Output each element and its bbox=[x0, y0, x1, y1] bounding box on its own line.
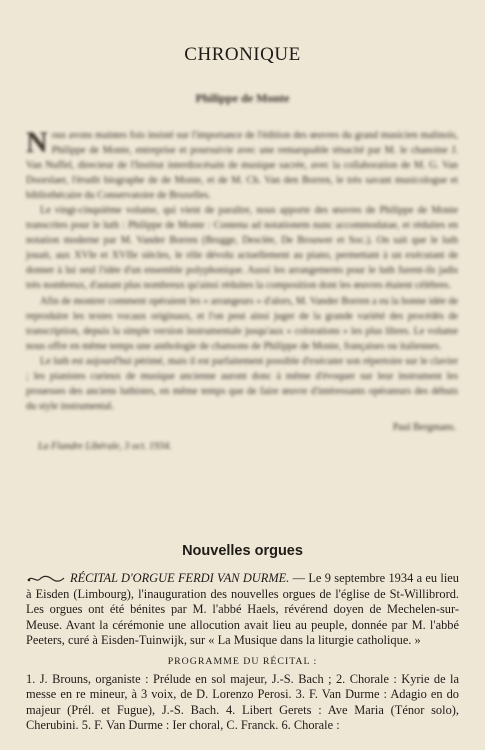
article-paragraph: Le vingt-cinquième volume, qui vient de paraître, nous apporte des œuvres de Philippe de Monte transcrites pour le luth : Philippe de Monte : Contenu ad notationem nunc accommodatae, et réduites en notation moderne par M. Vander Borren (Brugge, Desclée, De Brouwer et Soc.). On sait que le luth jouait, aux XVIe et XVIIe siècles, le rôle dévolu actuellement au piano, permettant à un exécutant de donner à lui seul l'idée d'un ensemble polyphonique. Aussi les arrangements pour le luth furent-ils jadis très nombreux, d'autant plus nombreux qu'ainsi réduites la composition dont les œuvres étaient célèbres. bbox=[26, 205, 458, 292]
notice-title: RÉCITAL D'ORGUE FERDI VAN DURME. bbox=[70, 571, 290, 585]
article-paragraph: Nous avons maintes fois insisté sur l'importance de l'édition des œuvres du grand musicien malinois, Philippe de Monte, entreprise et poursuivie avec une remarquable ténacité par M. le chanoine J. Van Nuffel, directeur de l'Institut interdiocésain de musique sacrée, avec la collaboration de M. G. Van Doorslaer, l'érudit biographe de de Monte, et de M. Ch. Van den Borren, le très savant musicologue et bibliothécaire du Conservatoire de Bruxelles. bbox=[26, 126, 458, 202]
section-heading: Nouvelles orgues bbox=[182, 543, 303, 559]
notice-paragraph bbox=[26, 571, 459, 649]
article-source: La Flandre Libérale, 3 oct. 1934. bbox=[38, 440, 172, 452]
program-heading: PROGRAMME DU RÉCITAL : bbox=[167, 655, 318, 667]
ornament-swirl-icon bbox=[26, 574, 66, 584]
article-body bbox=[26, 128, 458, 454]
program-text: 1. J. Brouns, organiste : Prélude en sol majeur, J.-S. Bach ; 2. Chorale : Kyrie de la messe en re mineur, à 3 voix, de D. Lorenzo Perosi. 3. F. Van Durme : Adagio en do majeur (Prél. et Fugue), J.-S. Bach. 4. Libert Gerets : Ave Maria (Ténor solo), Cherubini. 5. F. Van Durme : Ier choral, C. Franck. 6. Chorale : bbox=[26, 671, 459, 733]
article-subtitle: Philippe de Monte bbox=[195, 91, 290, 105]
drop-cap: N bbox=[26, 126, 48, 159]
notice-text: — Le 9 septembre 1934 a eu lieu à Eisden (Limbourg), l'inauguration des nouvelles orgues de l'église de St-Willibrord. Les orgues ont été bénites par M. l'abbé Haels, révérend doyen de Mechelen-sur-Meuse. Avant la cérémonie une allocution avait lieu au peuple, donnée par M. l'abbé Peeters, curé à Eisden-Tuinwijk, sur « La Musique dans la liturgie catholique. » bbox=[26, 571, 459, 648]
article-signature: Paul Bergmans. bbox=[392, 421, 456, 433]
organ-notice bbox=[26, 571, 459, 734]
running-title: CHRONIQUE bbox=[184, 44, 301, 65]
article-paragraph: Afin de montrer comment opéraient les « arrangeurs » d'alors, M. Vander Borren a eu la bonne idée de reproduire les textes vocaux originaux, et l'on peut ainsi juger de la grande variété des procédés de transcription, depuis la simple version instrumentale jusqu'aux « colorations » les plus libres. Le volume nous offre en même temps une anthologie de chansons de Philippe de Monte, françaises ou italiennes. bbox=[26, 295, 458, 352]
article-paragraph: Le luth est aujourd'hui périmé, mais il est parfaitement possible d'exécuter son répertoire sur le clavier ; les pianistes curieux de musique ancienne auront donc à même d'évoquer sur leur instrument les prouesses des anciens luthistes, en même temps que de faire œuvre d'intéressants opérateurs des débuts du style instrumental. bbox=[26, 355, 458, 412]
